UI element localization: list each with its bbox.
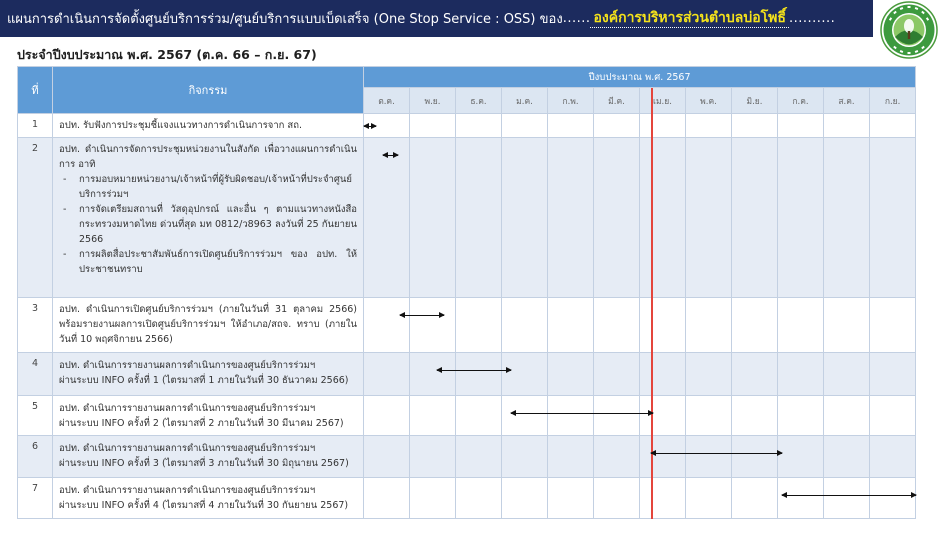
schedule-arrow-row-7 [782,495,915,496]
month-cell [410,298,456,353]
activity-row-2 [18,138,916,298]
month-cell [870,114,916,138]
month-cell [594,353,640,396]
month-cell [686,298,732,353]
activity-line: ผ่านระบบ INFO ครั้งที่ 2 (ไตรมาสที่ 2 ภายในวันที่ 30 มีนาคม 2567) [59,418,344,429]
activity-number: 2 [31,143,39,154]
month-cell [594,138,640,298]
month-header-oct: ต.ค. [364,88,410,114]
month-cell [640,138,686,298]
activity-intro: อปท. ดำเนินการจัดการประชุมหน่วยงานในสังกัด เพื่อวางแผนการดำเนินการ อาทิ [59,144,357,170]
activity-description [53,436,363,477]
month-cell [410,478,456,519]
month-cell [732,396,778,436]
month-cell [548,436,594,478]
organization-seal-icon [880,1,938,59]
column-header-activity: กิจกรรม [53,67,364,114]
header-title-line [7,0,869,37]
leader-dots-before: ...... [562,11,591,26]
schedule-arrow-row-3 [400,315,444,316]
month-cell [502,436,548,478]
month-cell [364,298,410,353]
month-cell [732,478,778,519]
bullet-marker: - [63,204,67,215]
month-cell [410,353,456,396]
activity-line: ผ่านระบบ INFO ครั้งที่ 4 (ไตรมาสที่ 4 ภายในวันที่ 30 กันยายน 2567) [59,500,349,511]
month-header-nov: พ.ย. [410,88,456,114]
month-cell [870,478,916,519]
activity-description [53,298,363,352]
month-cell [686,436,732,478]
activity-line: ผ่านระบบ INFO ครั้งที่ 1 (ไตรมาสที่ 1 ภายในวันที่ 30 ธันวาคม 2566) [59,375,349,386]
month-cell [548,478,594,519]
month-cell [732,436,778,478]
month-cell [548,298,594,353]
month-cell [778,436,824,478]
activity-row-4 [18,353,916,396]
month-cell [456,138,502,298]
month-cell [456,478,502,519]
activity-number: 1 [31,119,39,130]
schedule-arrow-row-2 [383,155,398,156]
leader-dots-after: .......... [788,11,836,26]
month-header-may: พ.ค. [686,88,732,114]
activity-number: 4 [31,358,39,369]
month-cell [732,298,778,353]
month-cell [594,114,640,138]
month-cell [778,396,824,436]
activity-line: อปท. ดำเนินการรายงานผลการดำเนินการของศูนย์บริการร่วมฯ [59,485,316,496]
activity-row-1 [18,114,916,138]
activity-line: ผ่านระบบ INFO ครั้งที่ 3 (ไตรมาสที่ 3 ภายในวันที่ 30 มิถุนายน 2567) [59,458,349,469]
month-header-apr: เม.ย. [640,88,686,114]
month-cell [548,353,594,396]
activity-row-6 [18,436,916,478]
month-cell [870,138,916,298]
month-cell [502,478,548,519]
activity-description [53,353,363,395]
month-cell [640,353,686,396]
month-cell [870,298,916,353]
month-cell [686,138,732,298]
month-cell [824,138,870,298]
month-cell [456,436,502,478]
month-cell [594,396,640,436]
activity-row-3 [18,298,916,353]
month-cell [456,298,502,353]
month-cell [502,114,548,138]
month-cell [870,436,916,478]
month-header-dec: ธ.ค. [456,88,502,114]
activity-number: 6 [31,441,39,452]
activity-number: 5 [31,401,39,412]
list-item [59,202,357,247]
activity-number: 3 [31,303,39,314]
month-cell [502,396,548,436]
month-cell [778,298,824,353]
month-cell [778,353,824,396]
plan-title: แผนการดำเนินการจัดตั้งศูนย์บริการร่วม/ศูนย์บริการแบบเบ็ดเสร็จ (One Stop Service : OSS) ของ [7,12,563,27]
bullet-marker: - [63,174,67,185]
month-cell [824,114,870,138]
activity-description [53,478,363,518]
month-cell [364,396,410,436]
month-cell [732,353,778,396]
month-cell [456,353,502,396]
month-header-aug: ส.ค. [824,88,870,114]
month-cell [410,396,456,436]
month-cell [548,114,594,138]
month-cell [778,478,824,519]
activity-row-7 [18,478,916,519]
month-cell [640,114,686,138]
month-cell [364,353,410,396]
activity-description [53,138,363,297]
month-cell [686,396,732,436]
schedule-arrow-row-5 [511,413,654,414]
schedule-table-container [17,66,915,518]
organization-name: องค์การบริหารส่วนตำบลบ่อโพธิ์ [590,9,788,28]
activity-line: อปท. ดำเนินการรายงานผลการดำเนินการของศูนย์บริการร่วมฯ [59,403,316,414]
month-cell [548,138,594,298]
bullet-text: การจัดเตรียมสถานที่ วัสดุอุปกรณ์ และอื่น ๆ ตามแนวทางหนังสือกระทรวงมหาดไทย ด่วนที่สุด มท 0812/ว8963 ลงวันที่ 25 กันยายน 2566 [79,204,357,245]
month-cell [686,478,732,519]
bullet-marker: - [63,249,67,260]
bullet-text: การผลิตสื่อประชาสัมพันธ์การเปิดศูนย์บริการร่วมฯ ของ อปท. ให้ประชาชนทราบ [79,249,357,275]
month-cell [456,396,502,436]
fiscal-year-subtitle: ประจำปีงบประมาณ พ.ศ. 2567 (ต.ค. 66 – ก.ย. 67) [17,47,317,62]
month-cell [686,353,732,396]
month-header-feb: ก.พ. [548,88,594,114]
table-header-row [18,67,916,88]
bullet-text: การมอบหมายหน่วยงาน/เจ้าหน้าที่ผู้รับผิดชอบ/เจ้าหน้าที่ประจำศูนย์บริการร่วมฯ [79,174,352,200]
activity-line: อปท. รับฟังการประชุมชี้แจงแนวทางการดำเนินการจาก สถ. [59,120,302,131]
month-cell [364,436,410,478]
column-header-number: ที่ [18,67,53,114]
month-cell [870,353,916,396]
month-cell [640,478,686,519]
activity-description [53,114,363,137]
list-item [59,172,357,202]
list-item [59,247,357,277]
month-cell [410,436,456,478]
month-header-mar: มี.ค. [594,88,640,114]
month-cell [410,138,456,298]
month-cell [594,478,640,519]
activity-text: อปท. ดำเนินการเปิดศูนย์บริการร่วมฯ (ภายในวันที่ 31 ตุลาคม 2566) พร้อมรายงานผลการเปิดศูนย์บริการร่วมฯ ให้อำเภอ/สถจ. ทราบ (ภายในวันที่ 10 พฤศจิกายน 2566) [59,304,357,345]
activity-number: 7 [31,483,39,494]
month-header-jul: ก.ค. [778,88,824,114]
activity-line: อปท. ดำเนินการรายงานผลการดำเนินการของศูนย์บริการร่วมฯ [59,360,316,371]
schedule-arrow-row-6 [651,453,782,454]
month-cell [732,114,778,138]
month-cell [824,298,870,353]
month-cell [364,478,410,519]
month-header-sep: ก.ย. [870,88,916,114]
month-cell [686,114,732,138]
month-header-jun: มิ.ย. [732,88,778,114]
column-header-fiscal-year: ปีงบประมาณ พ.ศ. 2567 [364,67,916,88]
month-cell [824,478,870,519]
header-bar [0,0,873,37]
month-cell [502,298,548,353]
month-cell [640,298,686,353]
activity-bullet-list [59,172,357,277]
month-cell [870,396,916,436]
month-cell [456,114,502,138]
month-cell [824,353,870,396]
month-cell [364,138,410,298]
activity-row-5 [18,396,916,436]
month-cell [410,114,456,138]
month-cell [778,114,824,138]
month-cell [594,298,640,353]
month-cell [502,138,548,298]
activity-line: อปท. ดำเนินการรายงานผลการดำเนินการของศูนย์บริการร่วมฯ [59,443,316,454]
schedule-arrow-row-1 [364,126,376,127]
month-cell [824,396,870,436]
month-cell [824,436,870,478]
month-cell [548,396,594,436]
month-header-jan: ม.ค. [502,88,548,114]
month-cell [640,396,686,436]
month-cell [732,138,778,298]
month-cell [778,138,824,298]
month-cell [502,353,548,396]
month-cell [640,436,686,478]
month-cell [594,436,640,478]
schedule-arrow-row-4 [437,370,511,371]
activity-description [53,396,363,435]
